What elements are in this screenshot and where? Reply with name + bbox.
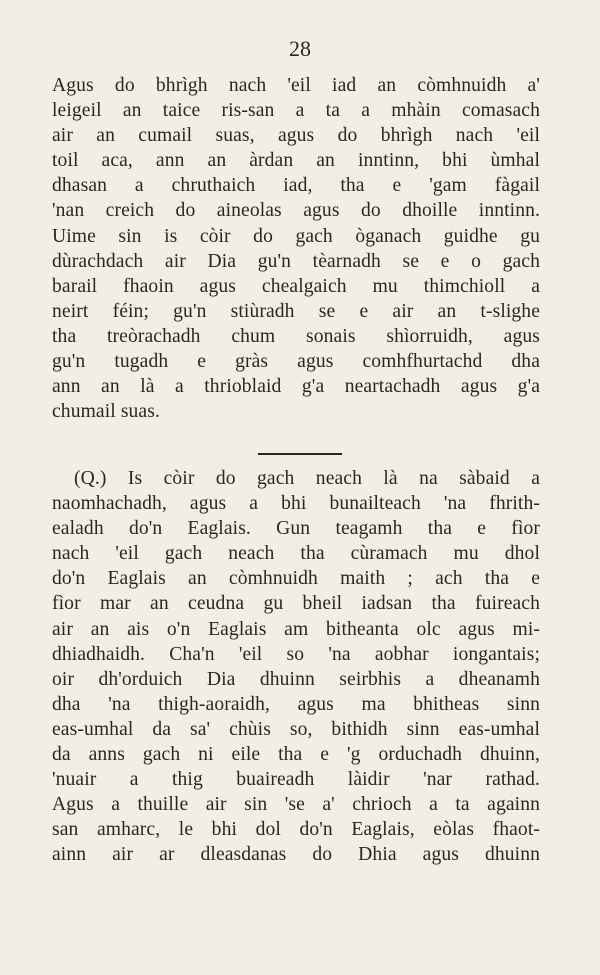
text-line: Agus do bhrìgh nach 'eil iad an còmhnuidh a' xyxy=(52,75,540,96)
text-line: 'nan creich do aineolas agus do dhoille inntinn. xyxy=(52,200,540,222)
text-line: ainn air ar dleasdanas do Dhia agus dhuinn xyxy=(52,844,540,866)
text-line: do'n Eaglais an còmhnuidh maith ; ach tha e xyxy=(52,568,540,590)
text-line: oir dh'orduich Dia dhuinn seirbhis a dheanamh xyxy=(52,668,540,690)
text-line: dùrachdach air Dia gu'n tèarnadh se e o gach xyxy=(52,250,540,272)
text-line: naomhachadh, agus a bhi bunailteach 'na fhrith- xyxy=(52,493,540,515)
text-line: neirt féin; gu'n stiùradh se e air an t-slighe xyxy=(52,300,540,322)
text-line: barail fhaoin agus chealgaich mu thimchioll a xyxy=(52,275,540,297)
paragraph-2 xyxy=(52,466,540,868)
text-line: dha 'na thigh-aoraidh, agus ma bhitheas sinn xyxy=(52,693,540,715)
text-line: leigeil an taice ris-san a ta a mhàin comasach xyxy=(52,100,540,122)
text-line: chumail suas. xyxy=(52,401,160,423)
text-line: Agus a thuille air sin 'se a' chrioch a ta againn xyxy=(52,794,540,816)
text-line: tha treòrachadh chum sonais shìorruidh, agus xyxy=(52,325,540,347)
paragraph-1 xyxy=(52,73,540,424)
page-number: 28 xyxy=(289,36,311,61)
text-line: air an ais o'n Eaglais am bitheanta olc agus mi- xyxy=(52,618,540,640)
text-line: toil aca, ann an àrdan an inntinn, bhi ùmhal xyxy=(52,150,540,172)
text-line: ealadh do'n Eaglais. Gun teagamh tha e fìor xyxy=(52,518,540,540)
text-line: air an cumail suas, agus do bhrìgh nach 'eil xyxy=(52,125,540,147)
text-line: gu'n tugadh e gràs agus comhfhurtachd dha xyxy=(52,351,540,373)
text-line: Uime sin is còir do gach òganach guidhe gu xyxy=(52,225,540,247)
text-line: fìor mar an ceudna gu bheil iadsan tha fuireach xyxy=(52,593,540,615)
text-line: eas-umhal da sa' chùis so, bithidh sinn eas-umhal xyxy=(52,718,540,740)
section-divider xyxy=(258,453,342,455)
text-line: san amharc, le bhi dol do'n Eaglais, eòlas fhaot- xyxy=(52,819,540,841)
text-line: (Q.) Is còir do gach neach là na sàbaid a xyxy=(74,468,540,489)
text-line: da anns gach ni eile tha e 'g orduchadh dhuinn, xyxy=(52,744,540,766)
text-line: nach 'eil gach neach tha cùramach mu dhol xyxy=(52,543,540,565)
text-line: dhasan a chruthaich iad, tha e 'gam fàgail xyxy=(52,175,540,197)
text-line: dhiadhaidh. Cha'n 'eil so 'na aobhar iongantais; xyxy=(52,643,540,665)
text-line: ann an là a thrioblaid g'a neartachadh agus g'a xyxy=(52,376,540,398)
text-line: 'nuair a thig buaireadh làidir 'nar rathad. xyxy=(52,769,540,791)
